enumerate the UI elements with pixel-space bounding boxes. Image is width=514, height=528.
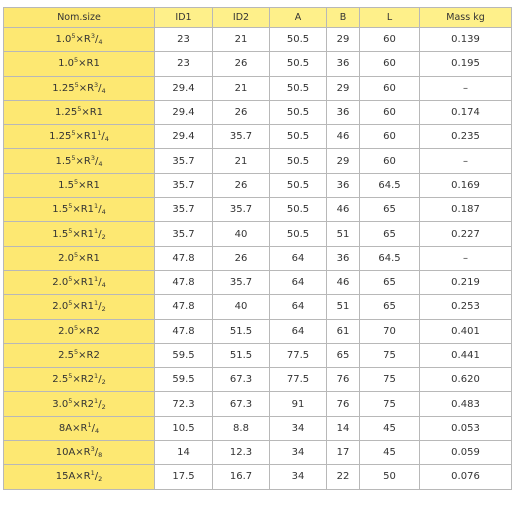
cell-l: 70 (360, 319, 420, 343)
size-fraction-denominator: 4 (101, 281, 106, 290)
table-row (4, 125, 512, 149)
cell-mass: 0.169 (420, 173, 512, 197)
table-row (4, 149, 512, 173)
size-thread: ×R1 (72, 228, 95, 240)
cell-id1: 47.8 (155, 270, 213, 294)
cell-nom-size (4, 222, 155, 246)
size-superscript: 5 (71, 129, 76, 138)
spec-table (3, 7, 512, 490)
table-row (4, 465, 512, 489)
size-fraction-numerator: 1 (97, 129, 102, 138)
cell-id1: 47.8 (155, 246, 213, 270)
size-fraction-numerator: 1 (94, 202, 99, 211)
size-thread: ×R2 (72, 374, 95, 386)
size-fraction-slash: / (95, 155, 99, 167)
header-l: L (360, 8, 420, 28)
cell-id2: 8.8 (213, 416, 270, 440)
cell-id2: 40 (213, 295, 270, 319)
cell-id1: 47.8 (155, 295, 213, 319)
size-thread: ×R (75, 155, 91, 167)
size-fraction-numerator: 1 (94, 275, 99, 284)
size-base: 2.0 (58, 252, 75, 264)
cell-nom-size (4, 368, 155, 392)
cell-id1: 10.5 (155, 416, 213, 440)
cell-id2: 21 (213, 149, 270, 173)
cell-id2: 26 (213, 100, 270, 124)
cell-a: 34 (270, 465, 327, 489)
header-row (4, 8, 512, 28)
size-fraction-numerator: 1 (94, 372, 99, 381)
header-id1: ID1 (155, 8, 213, 28)
size-fraction-numerator: 3 (90, 32, 95, 41)
cell-b: 61 (327, 319, 360, 343)
size-base: 3.0 (52, 398, 69, 410)
size-fraction-numerator: 1 (90, 469, 95, 478)
cell-mass: 0.187 (420, 198, 512, 222)
size-fraction-slash: / (94, 471, 99, 483)
cell-b: 46 (327, 198, 360, 222)
cell-id2: 35.7 (213, 198, 270, 222)
cell-id1: 35.7 (155, 198, 213, 222)
size-fraction-denominator: 2 (101, 402, 106, 411)
cell-nom-size (4, 416, 155, 440)
cell-nom-size (4, 246, 155, 270)
cell-nom-size (4, 125, 155, 149)
cell-id2: 51.5 (213, 343, 270, 367)
table-row (4, 28, 512, 52)
cell-nom-size (4, 149, 155, 173)
cell-l: 75 (360, 392, 420, 416)
cell-b: 76 (327, 392, 360, 416)
size-fraction-slash: / (98, 228, 102, 240)
cell-b: 46 (327, 125, 360, 149)
cell-a: 50.5 (270, 173, 327, 197)
size-superscript: 5 (74, 250, 79, 259)
cell-id2: 35.7 (213, 125, 270, 149)
header-b: B (327, 8, 360, 28)
cell-id1: 29.4 (155, 76, 213, 100)
cell-mass: 0.227 (420, 222, 512, 246)
size-fraction-denominator: 2 (101, 305, 106, 314)
size-thread: ×R2 (78, 350, 100, 361)
size-fraction-slash: / (95, 34, 99, 46)
cell-id1: 35.7 (155, 222, 213, 246)
size-fraction-denominator: 4 (101, 86, 106, 95)
size-base: 1.5 (55, 155, 72, 167)
size-fraction-slash: / (94, 447, 99, 459)
size-base: 8A (58, 422, 73, 434)
table-row (4, 416, 512, 440)
cell-id2: 40 (213, 222, 270, 246)
cell-b: 36 (327, 100, 360, 124)
size-superscript: 5 (74, 177, 79, 186)
size-thread: ×R1 (72, 204, 95, 216)
cell-a: 50.5 (270, 198, 327, 222)
cell-l: 65 (360, 198, 420, 222)
size-fraction-slash: / (98, 277, 102, 289)
cell-a: 77.5 (270, 343, 327, 367)
size-base: 10A (55, 447, 76, 459)
size-fraction-slash: / (98, 301, 102, 313)
size-superscript: 5 (68, 372, 73, 381)
size-base: 1.25 (54, 107, 78, 119)
size-thread: ×R (75, 34, 91, 46)
size-fraction-denominator: 4 (98, 38, 103, 47)
cell-a: 64 (270, 319, 327, 343)
cell-l: 75 (360, 368, 420, 392)
cell-nom-size (4, 100, 155, 124)
cell-a: 91 (270, 392, 327, 416)
cell-mass: – (420, 149, 512, 173)
size-base: 2.5 (58, 350, 75, 361)
cell-b: 76 (327, 368, 360, 392)
cell-a: 64 (270, 270, 327, 294)
size-fraction-slash: / (98, 374, 102, 386)
cell-b: 36 (327, 52, 360, 76)
size-fraction-denominator: 4 (98, 159, 103, 168)
table-row (4, 441, 512, 465)
cell-id1: 59.5 (155, 368, 213, 392)
cell-mass: 0.483 (420, 392, 512, 416)
cell-id2: 26 (213, 173, 270, 197)
cell-a: 64 (270, 295, 327, 319)
size-superscript: 5 (74, 56, 79, 65)
size-thread: ×R1 (72, 301, 95, 313)
size-thread: ×R1 (78, 179, 100, 191)
size-base: 1.5 (52, 204, 69, 216)
cell-a: 34 (270, 441, 327, 465)
cell-l: 60 (360, 149, 420, 173)
size-fraction-denominator: 8 (98, 451, 103, 460)
cell-l: 60 (360, 100, 420, 124)
cell-l: 75 (360, 343, 420, 367)
size-fraction-slash: / (91, 422, 95, 434)
size-fraction-denominator: 4 (101, 208, 106, 217)
size-base: 1.25 (52, 82, 75, 94)
cell-nom-size (4, 343, 155, 367)
cell-a: 34 (270, 416, 327, 440)
table-row (4, 246, 512, 270)
header-id2: ID2 (213, 8, 270, 28)
cell-b: 29 (327, 76, 360, 100)
cell-id2: 26 (213, 52, 270, 76)
size-base: 1.5 (52, 228, 69, 240)
size-thread: ×R2 (78, 325, 100, 337)
size-superscript: 5 (68, 226, 73, 235)
cell-nom-size (4, 465, 155, 489)
table-row (4, 270, 512, 294)
size-thread: ×R2 (72, 398, 95, 410)
cell-a: 50.5 (270, 149, 327, 173)
size-superscript: 5 (71, 153, 76, 162)
cell-a: 50.5 (270, 125, 327, 149)
header-a: A (270, 8, 327, 28)
cell-id1: 23 (155, 52, 213, 76)
cell-id2: 67.3 (213, 392, 270, 416)
cell-id2: 12.3 (213, 441, 270, 465)
size-fraction-numerator: 1 (94, 396, 99, 405)
cell-a: 50.5 (270, 100, 327, 124)
table-row (4, 392, 512, 416)
size-fraction-denominator: 2 (101, 232, 106, 241)
cell-mass: – (420, 246, 512, 270)
cell-l: 64.5 (360, 173, 420, 197)
table-row (4, 76, 512, 100)
cell-b: 51 (327, 222, 360, 246)
size-thread: ×R1 (78, 252, 100, 264)
cell-mass: 0.219 (420, 270, 512, 294)
cell-mass: 0.235 (420, 125, 512, 149)
size-thread: ×R (72, 422, 88, 434)
cell-l: 60 (360, 28, 420, 52)
cell-l: 65 (360, 222, 420, 246)
cell-id2: 35.7 (213, 270, 270, 294)
table-row (4, 198, 512, 222)
size-superscript: 5 (74, 348, 79, 356)
cell-id1: 72.3 (155, 392, 213, 416)
cell-id1: 14 (155, 441, 213, 465)
cell-mass: 0.195 (420, 52, 512, 76)
cell-id1: 23 (155, 28, 213, 52)
size-thread: ×R1 (75, 131, 98, 143)
table-row (4, 343, 512, 367)
cell-id1: 47.8 (155, 319, 213, 343)
cell-b: 46 (327, 270, 360, 294)
cell-b: 29 (327, 28, 360, 52)
size-base: 2.0 (52, 301, 69, 313)
header-nom-size: Nom.size (4, 8, 155, 28)
table-body (4, 28, 512, 490)
cell-nom-size (4, 52, 155, 76)
cell-a: 50.5 (270, 52, 327, 76)
cell-b: 29 (327, 149, 360, 173)
cell-mass: 0.174 (420, 100, 512, 124)
size-base: 15A (55, 471, 76, 483)
size-fraction-numerator: 1 (94, 226, 99, 235)
cell-mass: 0.059 (420, 441, 512, 465)
cell-id2: 51.5 (213, 319, 270, 343)
size-base: 2.0 (58, 325, 75, 337)
size-superscript: 5 (74, 323, 79, 332)
size-base: 1.0 (58, 58, 75, 70)
size-thread: ×R1 (81, 107, 104, 119)
size-fraction-slash: / (98, 204, 102, 216)
cell-mass: 0.620 (420, 368, 512, 392)
size-superscript: 5 (68, 275, 73, 284)
size-thread: ×R (75, 471, 91, 483)
size-base: 2.0 (52, 277, 69, 289)
cell-nom-size (4, 76, 155, 100)
cell-id1: 29.4 (155, 100, 213, 124)
size-fraction-denominator: 2 (98, 475, 103, 484)
size-thread: ×R (78, 82, 95, 94)
cell-a: 50.5 (270, 76, 327, 100)
size-superscript: 5 (68, 202, 73, 211)
cell-nom-size (4, 270, 155, 294)
cell-b: 17 (327, 441, 360, 465)
size-superscript: 5 (71, 32, 76, 41)
cell-l: 60 (360, 76, 420, 100)
cell-nom-size (4, 392, 155, 416)
size-fraction-denominator: 2 (101, 378, 106, 387)
size-superscript: 5 (68, 396, 73, 405)
cell-l: 60 (360, 125, 420, 149)
table-row (4, 368, 512, 392)
size-base: 1.25 (49, 131, 72, 143)
cell-nom-size (4, 441, 155, 465)
size-fraction-numerator: 1 (94, 299, 99, 308)
header-mass: Mass kg (420, 8, 512, 28)
size-base: 2.5 (52, 374, 69, 386)
cell-mass: 0.053 (420, 416, 512, 440)
cell-id2: 21 (213, 76, 270, 100)
size-superscript: 5 (77, 105, 82, 114)
cell-a: 77.5 (270, 368, 327, 392)
cell-a: 50.5 (270, 222, 327, 246)
size-base: 1.5 (58, 179, 75, 191)
cell-b: 14 (327, 416, 360, 440)
cell-mass: 0.401 (420, 319, 512, 343)
size-thread: ×R (75, 447, 91, 459)
size-fraction-numerator: 3 (90, 445, 95, 454)
cell-nom-size (4, 198, 155, 222)
size-fraction-numerator: 3 (90, 153, 95, 162)
cell-a: 64 (270, 246, 327, 270)
cell-b: 36 (327, 173, 360, 197)
cell-id2: 16.7 (213, 465, 270, 489)
cell-id2: 26 (213, 246, 270, 270)
size-superscript: 5 (68, 299, 73, 308)
cell-id2: 67.3 (213, 368, 270, 392)
size-thread: ×R1 (78, 58, 100, 70)
cell-b: 65 (327, 343, 360, 367)
cell-nom-size (4, 173, 155, 197)
size-fraction-denominator: 4 (104, 135, 109, 144)
cell-id2: 21 (213, 28, 270, 52)
size-fraction-numerator: 1 (87, 420, 92, 429)
size-fraction-slash: / (98, 82, 102, 94)
size-thread: ×R1 (72, 277, 95, 289)
table-row (4, 100, 512, 124)
table-row (4, 52, 512, 76)
cell-id1: 17.5 (155, 465, 213, 489)
size-fraction-denominator: 4 (94, 426, 100, 435)
cell-mass: – (420, 76, 512, 100)
size-superscript: 5 (74, 80, 79, 89)
cell-b: 36 (327, 246, 360, 270)
cell-b: 51 (327, 295, 360, 319)
size-fraction-numerator: 3 (94, 80, 99, 89)
size-fraction-slash: / (101, 131, 105, 143)
size-fraction-slash: / (98, 398, 102, 410)
cell-mass: 0.139 (420, 28, 512, 52)
cell-l: 64.5 (360, 246, 420, 270)
cell-nom-size (4, 28, 155, 52)
cell-nom-size (4, 319, 155, 343)
cell-nom-size (4, 295, 155, 319)
cell-id1: 35.7 (155, 149, 213, 173)
cell-l: 45 (360, 441, 420, 465)
table-row (4, 319, 512, 343)
cell-l: 60 (360, 52, 420, 76)
cell-id1: 29.4 (155, 125, 213, 149)
cell-a: 50.5 (270, 28, 327, 52)
cell-mass: 0.253 (420, 295, 512, 319)
spec-table-container (3, 7, 512, 490)
cell-id1: 35.7 (155, 173, 213, 197)
cell-mass: 0.076 (420, 465, 512, 489)
cell-l: 50 (360, 465, 420, 489)
table-row (4, 173, 512, 197)
table-row (4, 295, 512, 319)
cell-l: 65 (360, 295, 420, 319)
cell-l: 65 (360, 270, 420, 294)
cell-id1: 59.5 (155, 343, 213, 367)
cell-b: 22 (327, 465, 360, 489)
table-row (4, 222, 512, 246)
cell-l: 45 (360, 416, 420, 440)
cell-mass: 0.441 (420, 343, 512, 367)
size-base: 1.0 (55, 34, 72, 46)
